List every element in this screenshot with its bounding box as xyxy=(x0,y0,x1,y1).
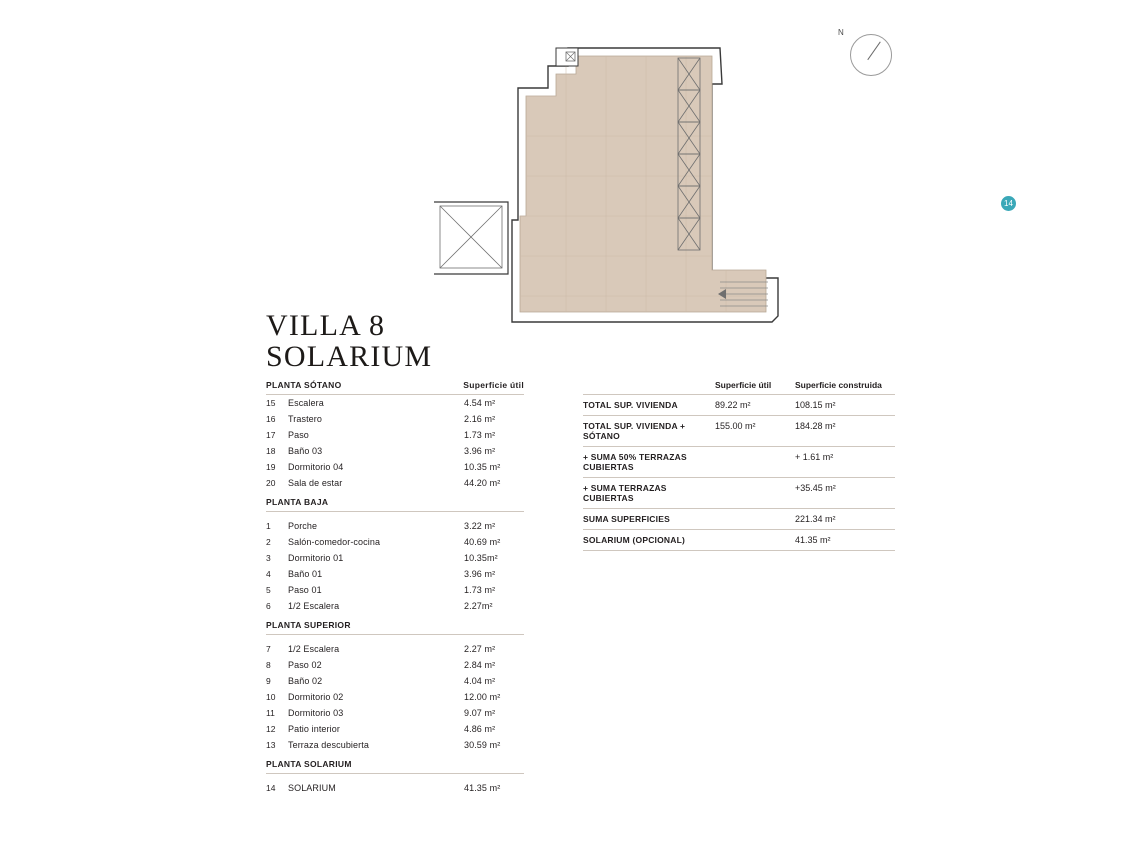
table-row xyxy=(583,529,895,551)
table-row xyxy=(583,415,895,446)
row-label: Escalera xyxy=(288,398,324,408)
row-value: 2.16 m² xyxy=(464,414,496,424)
row-label: 1/2 Escalera xyxy=(288,644,340,654)
row-number: 1 xyxy=(266,521,271,531)
table-row xyxy=(266,427,524,443)
row-value: 2.27 m² xyxy=(464,644,496,654)
compass xyxy=(838,26,902,78)
row-number: 5 xyxy=(266,585,271,595)
row-number: 10 xyxy=(266,692,276,702)
section-header-planta-baja xyxy=(266,497,524,512)
row-value: 41.35 m² xyxy=(464,783,501,793)
table-row xyxy=(266,459,524,475)
row-value-construida: 41.35 m² xyxy=(795,535,831,545)
row-value-construida: 221.34 m² xyxy=(795,514,836,524)
row-number: 18 xyxy=(266,446,276,456)
row-value: 30.59 m² xyxy=(464,740,501,750)
table-row xyxy=(266,550,524,566)
row-value-util: 155.00 m² xyxy=(715,421,756,431)
row-value-util: 89.22 m² xyxy=(715,400,751,410)
section-rows-planta-baja xyxy=(266,518,524,614)
row-number: 16 xyxy=(266,414,276,424)
table-row xyxy=(266,705,524,721)
section-title: PLANTA BAJA xyxy=(266,497,329,507)
row-label: TOTAL SUP. VIVIENDA + SÓTANO xyxy=(583,421,686,441)
plan-room-badge-14: 14 xyxy=(1001,196,1016,211)
table-row xyxy=(583,508,895,529)
column-header-superficie-util: Superficie útil xyxy=(463,380,524,390)
page-title xyxy=(266,310,666,372)
row-value: 1.73 m² xyxy=(464,585,496,595)
row-value: 4.54 m² xyxy=(464,398,496,408)
section-title: PLANTA SÓTANO xyxy=(266,380,342,390)
row-value: 4.04 m² xyxy=(464,676,496,686)
row-label: Porche xyxy=(288,521,318,531)
row-value: 4.86 m² xyxy=(464,724,496,734)
summary-table xyxy=(583,380,895,551)
row-label: 1/2 Escalera xyxy=(288,601,340,611)
row-value: 12.00 m² xyxy=(464,692,501,702)
row-number: 8 xyxy=(266,660,271,670)
row-label: + SUMA TERRAZAS CUBIERTAS xyxy=(583,483,667,503)
row-value: 1.73 m² xyxy=(464,430,496,440)
row-value-construida: 184.28 m² xyxy=(795,421,836,431)
row-label: Terraza descubierta xyxy=(288,740,369,750)
table-row xyxy=(266,411,524,427)
row-number: 7 xyxy=(266,644,271,654)
summary-table-header xyxy=(583,380,895,394)
table-row xyxy=(266,641,524,657)
table-row xyxy=(266,566,524,582)
row-value-construida: 108.15 m² xyxy=(795,400,836,410)
row-value: 2.84 m² xyxy=(464,660,496,670)
row-value: 10.35m² xyxy=(464,553,498,563)
table-row xyxy=(266,721,524,737)
table-row xyxy=(266,534,524,550)
section-rows-planta-superior xyxy=(266,641,524,753)
row-label: Dormitorio 04 xyxy=(288,462,344,472)
row-label: + SUMA 50% TERRAZAS CUBIERTAS xyxy=(583,452,687,472)
row-number: 11 xyxy=(266,708,275,718)
table-row xyxy=(266,737,524,753)
row-label: Sala de estar xyxy=(288,478,343,488)
compass-north-label: N xyxy=(838,28,845,37)
row-value: 44.20 m² xyxy=(464,478,501,488)
section-title: PLANTA SUPERIOR xyxy=(266,620,351,630)
row-number: 3 xyxy=(266,553,271,563)
row-value: 40.69 m² xyxy=(464,537,501,547)
table-row xyxy=(266,582,524,598)
row-label: SOLARIUM xyxy=(288,783,336,793)
plan-hatch-left-icon xyxy=(440,206,502,268)
row-number: 6 xyxy=(266,601,271,611)
title-villa: VILLA 8 xyxy=(266,309,386,342)
title-solarium: SOLARIUM xyxy=(266,340,433,373)
row-value: 2.27m² xyxy=(464,601,493,611)
row-number: 9 xyxy=(266,676,271,686)
row-number: 15 xyxy=(266,398,276,408)
row-label: SUMA SUPERFICIES xyxy=(583,514,670,524)
table-row xyxy=(266,780,524,796)
section-header-planta-solarium xyxy=(266,759,524,774)
row-value: 3.96 m² xyxy=(464,446,496,456)
row-label: Baño 01 xyxy=(288,569,323,579)
row-label: SOLARIUM (OPCIONAL) xyxy=(583,535,686,545)
row-label: Patio interior xyxy=(288,724,340,734)
table-row xyxy=(266,598,524,614)
row-value-construida: + 1.61 m² xyxy=(795,452,834,462)
row-label: Paso 01 xyxy=(288,585,322,595)
row-number: 13 xyxy=(266,740,276,750)
room-schedule-table xyxy=(266,380,524,796)
section-header-planta-sotano xyxy=(266,380,524,395)
table-row xyxy=(266,657,524,673)
column-header-superficie-construida: Superficie construida xyxy=(795,380,882,390)
row-label: Salón-comedor-cocina xyxy=(288,537,381,547)
table-row xyxy=(583,446,895,477)
section-rows-planta-sotano xyxy=(266,395,524,491)
table-row xyxy=(266,443,524,459)
plan-solarium-area xyxy=(520,56,766,312)
row-number: 12 xyxy=(266,724,276,734)
row-value: 9.07 m² xyxy=(464,708,496,718)
section-title: PLANTA SOLARIUM xyxy=(266,759,352,769)
row-label: Dormitorio 02 xyxy=(288,692,344,702)
row-value: 10.35 m² xyxy=(464,462,501,472)
table-row xyxy=(266,689,524,705)
table-row xyxy=(266,475,524,491)
row-number: 4 xyxy=(266,569,271,579)
floor-plan-svg xyxy=(420,20,800,340)
row-label: Baño 03 xyxy=(288,446,323,456)
table-row xyxy=(266,518,524,534)
row-number: 20 xyxy=(266,478,276,488)
table-row xyxy=(266,395,524,411)
row-value: 3.96 m² xyxy=(464,569,496,579)
row-number: 14 xyxy=(266,783,276,793)
table-row xyxy=(583,477,895,508)
row-number: 17 xyxy=(266,430,276,440)
section-rows-planta-solarium xyxy=(266,780,524,796)
floor-plan-drawing xyxy=(420,20,1013,340)
row-value: 3.22 m² xyxy=(464,521,496,531)
row-value-construida: +35.45 m² xyxy=(795,483,836,493)
row-label: TOTAL SUP. VIVIENDA xyxy=(583,400,678,410)
row-label: Dormitorio 03 xyxy=(288,708,344,718)
row-label: Baño 02 xyxy=(288,676,323,686)
row-label: Paso 02 xyxy=(288,660,322,670)
row-label: Trastero xyxy=(288,414,322,424)
row-number: 19 xyxy=(266,462,276,472)
table-row xyxy=(266,673,524,689)
column-header-superficie-util: Superficie útil xyxy=(715,380,772,390)
row-label: Dormitorio 01 xyxy=(288,553,344,563)
row-number: 2 xyxy=(266,537,271,547)
table-row xyxy=(583,394,895,415)
row-label: Paso xyxy=(288,430,309,440)
section-header-planta-superior xyxy=(266,620,524,635)
